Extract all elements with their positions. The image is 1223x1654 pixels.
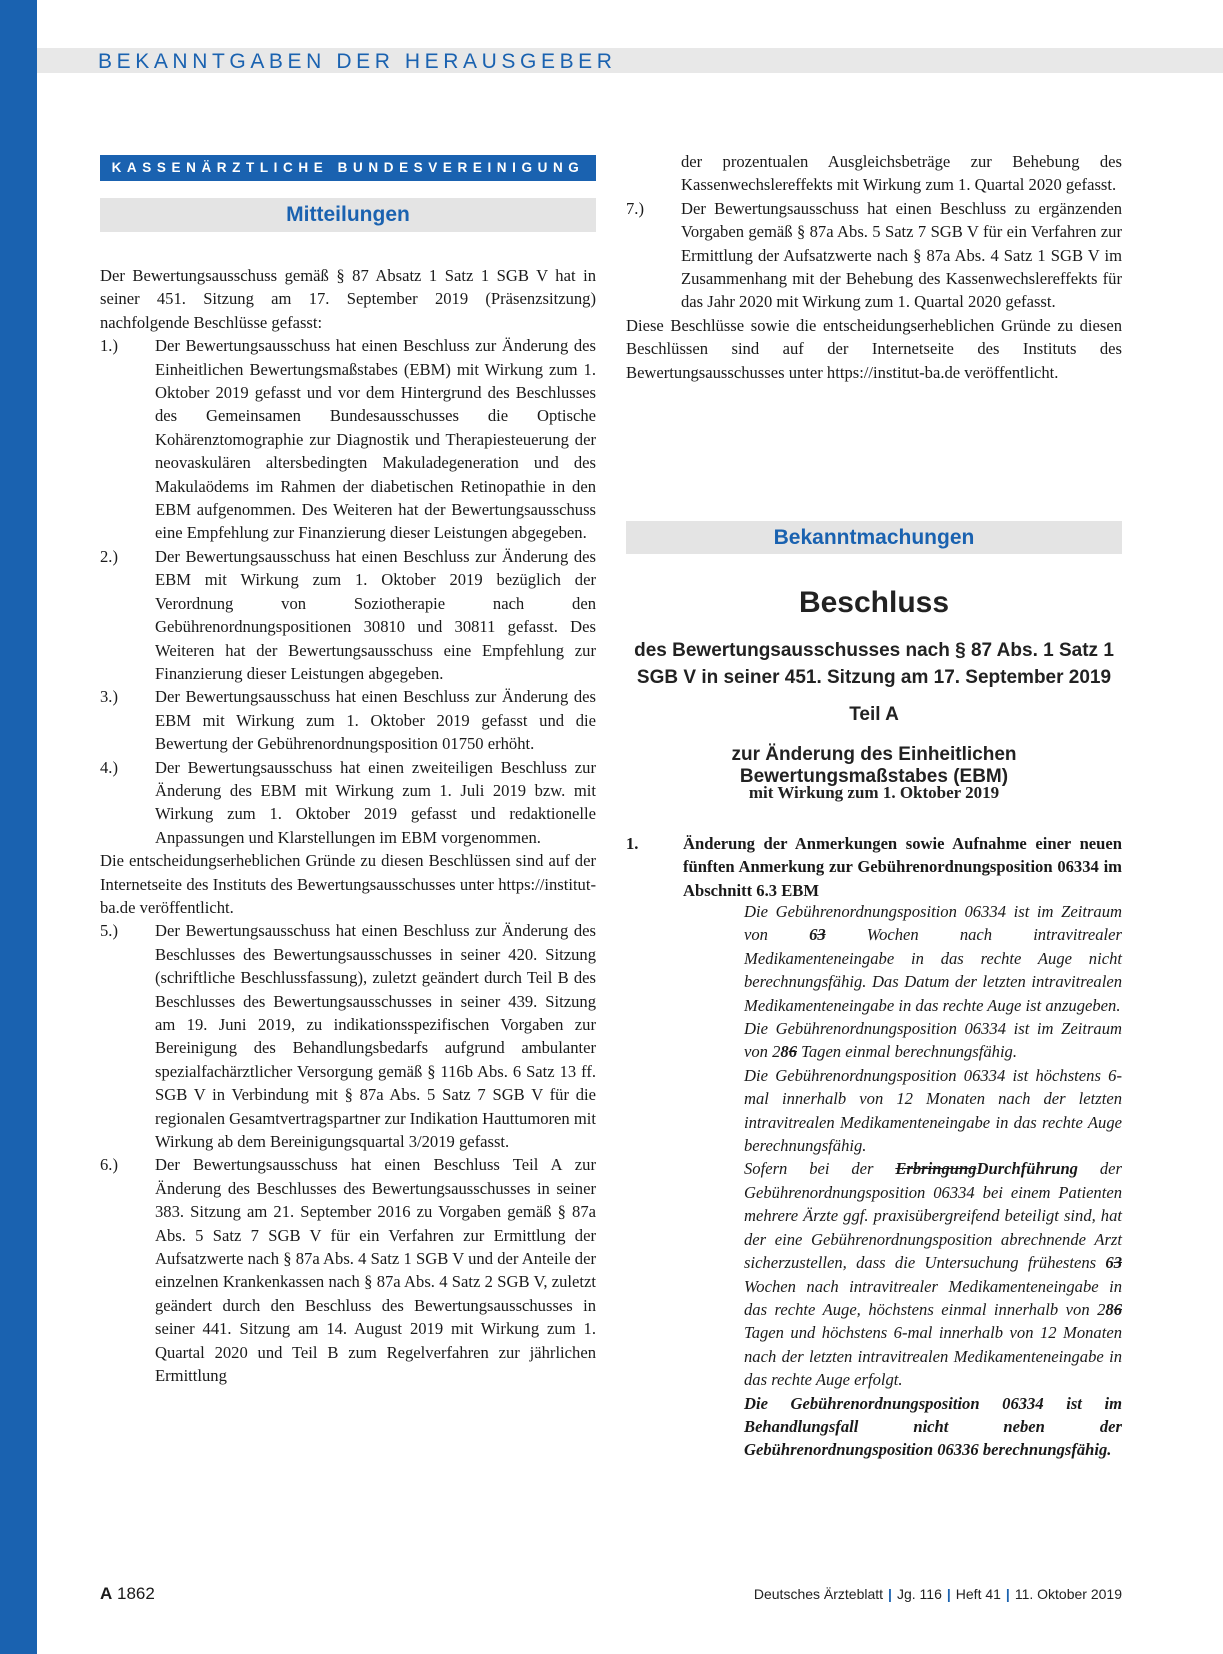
deleted-text: 6 (1113, 1299, 1122, 1319)
deleted-text: 6 (788, 1042, 797, 1062)
amendment-text (744, 900, 1122, 1462)
list-item (100, 334, 596, 545)
sidebar-stripe (0, 0, 37, 1654)
item-text: Der Bewertungsausschuss hat einen Beschluss zur Änderung des Einheitlichen Bewertungsmaßstabes (EBM) mit Wirkung zum 1. Oktober 2019 gefasst und vor dem Hintergrund des Beschlusses des Gemeinsamen Bundesausschusses die Optische Kohärenztomographie zur Diagnostik und Therapiesteuerung der neovaskulären altersbedingten Makuladegeneration und des Makulaödems im Rahmen der diabetischen Retinopathie in den EBM aufgenommen. Des Weiteren hat der Bewertungsausschuss eine Empfehlung zur Finanzierung dieser Leistungen abgegeben. (155, 336, 596, 543)
item-number: 7.) (626, 198, 644, 218)
inserted-text: 8 (780, 1042, 789, 1062)
deleted-text: 3 (1113, 1253, 1122, 1273)
text-run: Die Gebührenordnungsposition 06334 ist im Zeitraum von 2 (744, 1019, 1122, 1062)
section-1-heading (626, 832, 1122, 902)
text-run: Sofern bei der (744, 1159, 896, 1179)
item-text: Der Bewertungsausschuss hat einen Beschluss zur Änderung des Beschlusses des Bewertungsausschusses in seiner 420. Sitzung (schriftliche Beschlussfassung), zuletzt geändert durch Teil B des Beschlusses des Bewertungsausschusses in seiner 439. Sitzung am 19. Juni 2019, zu indikationsspezifischen Vorgaben zur Bereinigung des Behandlungsbedarfs aufgrund ambulanter spezialfachärztlicher Versorgung gemäß § 116b Abs. 6 Satz 13 ff. SGB V in Verbindung mit § 87a Abs. 5 Satz 7 SGB V für die regionalen Gesamtvertragspartner zur Indikation Hauttumoren mit Wirkung ab dem Bereinigungsquartal 3/2019 gefasst. (155, 921, 596, 1152)
right-column-text (626, 150, 1122, 384)
separator: | (888, 1586, 892, 1602)
deleted-text: Erbringung (895, 1159, 977, 1179)
page-prefix: A (100, 1584, 113, 1603)
inserted-text: 6 (1105, 1253, 1114, 1273)
org-banner: KASSENÄRZTLICHE BUNDESVEREINIGUNG (100, 155, 596, 181)
item-number: 6.) (100, 1155, 118, 1175)
amendment-paragraph (744, 1017, 1122, 1064)
item-number: 5.) (100, 921, 118, 941)
amendment-paragraph (744, 900, 1122, 1017)
deleted-text: 3 (817, 925, 826, 945)
item-text: Der Bewertungsausschuss hat einen zweiteiligen Beschluss zur Änderung des EBM mit Wirkung zum 1. Juli 2019 bzw. mit Wirkung zum 1. Oktober 2019 gefasst und redaktionelle Anpassungen und Klarstellungen im EBM vorgenommen. (155, 757, 596, 847)
inserted-text: Durchführung (976, 1159, 1078, 1179)
list-item (100, 685, 596, 755)
separator: | (1005, 1586, 1010, 1602)
text-run: Tagen einmal berechnungsfähig. (797, 1042, 1018, 1062)
item-number: 4.) (100, 757, 118, 777)
text-run: Die Gebührenordnungsposition 06334 ist im Zeitraum von (744, 902, 1122, 945)
journal-date: 11. Oktober 2019 (1014, 1586, 1122, 1602)
item-text: Der Bewertungsausschuss hat einen Beschluss Teil A zur Änderung des Beschlusses des Bewertungsausschusses in seiner 383. Sitzung am 21. September 2016 zu Vorgaben gemäß § 87a Abs. 5 Satz 7 SGB V für ein Verfahren zur Ermittlung der Aufsatzwerte nach § 87a Abs. 4 Satz 1 SGB V und der Anteile der einzelnen Krankenkassen nach § 87a Abs. 4 Satz 2 SGB V, zuletzt geändert durch den Beschluss des Bewertungsausschusses in seiner 441. Sitzung am 14. August 2019 mit Wirkung zum 1. Quartal 2020 und Teil B zum Regelverfahren zur jährlichen Ermittlung (155, 1155, 596, 1386)
mitteilungen-title: Mitteilungen (100, 198, 596, 232)
item-text: Der Bewertungsausschuss hat einen Beschluss zur Änderung des EBM mit Wirkung zum 1. Oktober 2019 bezüglich der Verordnung von Soziotherapie nach den Gebührenordnungspositionen 30810 und 30811 gefasst. Des Weiteren hat der Bewertungsausschuss eine Empfehlung zur Finanzierung dieser Leistungen abgegeben. (155, 546, 596, 683)
change-subject: zur Änderung des Einheitlichen Bewertungsmaßstabes (EBM) (731, 744, 1017, 787)
new-annotation-paragraph: Die Gebührenordnungsposition 06334 ist im Behandlungsfall nicht neben der Gebührenordnungsposition 06336 berechnungsfähig. (744, 1393, 1122, 1460)
effective-date: mit Wirkung zum 1. Oktober 2019 (748, 783, 1000, 802)
amendment-paragraph (744, 1157, 1122, 1391)
closing-paragraph: Diese Beschlüsse sowie die entscheidungserheblichen Gründe zu diesen Beschlüssen sind auf der Internetseite des Instituts des Bewertungsausschusses unter https://institut-ba.de veröffentlicht. (626, 315, 1122, 382)
teil-label: Teil A (849, 704, 899, 725)
separator: | (946, 1586, 951, 1602)
journal-name: Deutsches Ärzteblatt (753, 1586, 884, 1602)
section-heading-text: Änderung der Anmerkungen sowie Aufnahme einer neuen fünften Anmerkung zur Gebührenordnungsposition 06334 im Abschnitt 6.3 EBM (683, 834, 1122, 900)
amendment-paragraph: Die Gebührenordnungsposition 06334 ist höchstens 6-mal innerhalb von 12 Monaten nach der letzten intravitrealen Medikamenteneingabe in das rechte Auge berechnungsfähig. (744, 1065, 1122, 1156)
list-item (100, 1153, 596, 1387)
list-item (100, 545, 596, 685)
item-number: 2.) (100, 546, 118, 566)
left-column-text (100, 264, 596, 1388)
section-title: BEKANNTGABEN DER HERAUSGEBER (98, 50, 617, 73)
list-item (626, 197, 1122, 314)
item-number: 3.) (100, 687, 118, 707)
text-run: Tagen und höchstens 6-mal innerhalb von 12 Monaten nach der letzten intravitrealen Medikamenteneingabe in das rechte Auge erfolgt. (744, 1323, 1122, 1390)
item-text: der prozentualen Ausgleichsbeträge zur Behebung des Kassenwechslereffekts mit Wirkung zum 1. Quartal 2020 gefasst. (681, 152, 1122, 195)
page-number-value: 1862 (117, 1584, 155, 1603)
journal-info (754, 1586, 1122, 1602)
journal-issue: Heft 41 (955, 1586, 1001, 1602)
bekanntmachungen-title: Bekanntmachungen (626, 521, 1122, 554)
section-number: 1. (626, 834, 639, 853)
list-item (100, 756, 596, 850)
inserted-text: 6 (809, 925, 818, 945)
beschluss-title: Beschluss (798, 586, 950, 619)
mid-paragraph: Die entscheidungserheblichen Gründe zu diesen Beschlüssen sind auf der Internetseite des Instituts des Bewertungsausschusses unter https://institut-ba.de veröffentlicht. (100, 851, 596, 917)
list-item (100, 919, 596, 1153)
text-run: Wochen nach intravitrealer Medikamenteneingabe in das rechte Auge nicht berechnungsfähig. Das Datum der letzten intravitrealen Medikamenteneingabe in das rechte Auge ist anzugeben. (744, 925, 1122, 1015)
intro-paragraph: Der Bewertungsausschuss gemäß § 87 Absatz 1 Satz 1 SGB V hat in seiner 451. Sitzung am 17. September 2019 (Präsenzsitzung) nachfolgende Beschlüsse gefasst: (100, 266, 596, 332)
item-number: 1.) (100, 336, 118, 356)
item-text: Der Bewertungsausschuss hat einen Beschluss zur Änderung des EBM mit Wirkung zum 1. Oktober 2019 gefasst und die Bewertung der Gebührenordnungsposition 01750 erhöht. (155, 687, 596, 754)
text-run: der Gebührenordnungsposition 06334 bei einem Patienten mehrere Ärzte ggf. praxisübergreifend beteiligt sind, hat der eine Gebührenordnungsposition abrechnende Arzt sicherzustellen, dass die Untersuchung frühestens (744, 1159, 1122, 1273)
inserted-text: 8 (1105, 1299, 1114, 1319)
journal-volume: Jg. 116 (896, 1586, 942, 1602)
beschluss-subtitle: des Bewertungsausschusses nach § 87 Abs. 1 Satz 1 SGB V in seiner 451. Sitzung am 17. September 2019 (634, 640, 1114, 688)
page-number (100, 1584, 155, 1604)
text-run: Wochen nach intravitrealer Medikamenteneingabe in das rechte Auge, höchstens einmal innerhalb von 2 (744, 1276, 1122, 1319)
item-text: Der Bewertungsausschuss hat einen Beschluss zu ergänzenden Vorgaben gemäß § 87a Abs. 5 Satz 7 SGB V für ein Verfahren zur Ermittlung der Aufsatzwerte nach § 87a Abs. 4 Satz 1 SGB V im Zusammenhang mit der Behebung des Kassenwechslereffekts für das Jahr 2020 mit Wirkung zum 1. Quartal 2020 gefasst. (681, 198, 1122, 312)
list-item-continuation (626, 150, 1122, 197)
